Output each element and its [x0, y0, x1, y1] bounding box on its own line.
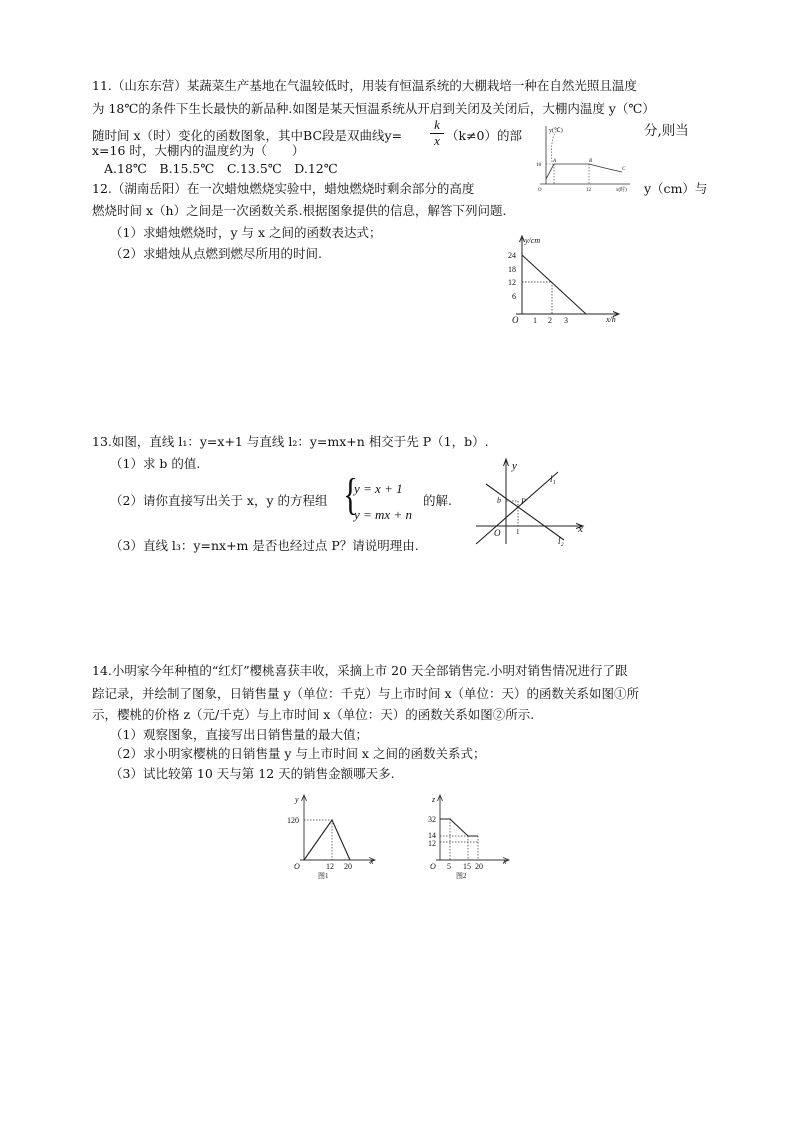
q11-figure: [532, 124, 632, 192]
q14f2-xtick-20: 20: [475, 862, 483, 871]
q12-ytick-12: 12: [508, 278, 516, 287]
q13-eq2: y = mx + n: [354, 507, 412, 522]
q14f2-ytick-12: 12: [428, 839, 436, 848]
q13-line1: 13.如图，直线 l₁：y=x+1 与直线 l₂：y=mx+n 相交于先 P（1，b）.: [92, 434, 489, 449]
q11-line3b: （k≠0）的部: [446, 128, 523, 143]
q12-x-label: x/h: [606, 315, 616, 324]
q14-line3: 示，樱桃的价格 z（元/千克）与上市时间 x（单位：天）的函数关系如图②所示.: [92, 707, 535, 722]
q11-point-c: C: [622, 167, 626, 172]
q12-ytick-24: 24: [508, 251, 516, 260]
q11-line3a: 随时间 x（时）变化的函数图象，其中BC段是双曲线y=: [92, 128, 403, 143]
q13-brace: {: [343, 470, 358, 519]
q12-origin: O: [512, 315, 519, 325]
q14-line1: 14.小明家今年种植的“红灯”樱桃喜获丰收，采摘上市 20 天全部销售完.小明对销售情况进行了跟: [92, 663, 628, 678]
q11-origin: O: [538, 188, 542, 192]
q14f1-origin: O: [294, 862, 300, 871]
q13-x-label: x: [578, 523, 583, 535]
q13-origin: O: [494, 528, 501, 538]
q14-figure2: [418, 792, 518, 880]
q11-line3c: 分,则当: [644, 123, 689, 139]
q14f2-y-label: z: [432, 795, 436, 804]
q11-options: A.18℃ B.15.5℃ C.13.5℃ D.12℃: [104, 161, 338, 176]
q14f2-ytick-14: 14: [428, 831, 436, 840]
q13-label-b: b: [497, 496, 501, 505]
q14f1-graph: [304, 820, 350, 860]
q13-label-1: 1: [516, 528, 520, 536]
q11-fraction-numerator: k: [434, 117, 440, 132]
q11-line2: 为 18℃的条件下生长最快的新品种.如图是某天恒温系统从开启到关闭及关闭后，大棚内温度 y（℃）: [92, 101, 655, 116]
q14f1-y-label: y: [295, 795, 299, 804]
q11-fraction: [430, 118, 444, 148]
q12-y-label: y/cm: [525, 236, 541, 245]
q11-curve-hyperbola: [589, 164, 622, 172]
q12-ytick-6: 6: [512, 292, 516, 301]
q12-line2: 燃烧时间 x（h）之间是一次函数关系.根据图象提供的信息，解答下列问题.: [92, 203, 507, 218]
q14f2-origin: O: [430, 862, 436, 871]
q14f2-ytick-32: 32: [428, 815, 436, 824]
q13-sub2a: （2）请你直接写出关于 x，y 的方程组: [110, 493, 328, 508]
q12-figure: [500, 230, 630, 326]
q12-line1b: y（cm）与: [644, 181, 708, 196]
q14-sub3: （3）试比较第 10 天与第 12 天的销售金额哪天多.: [110, 766, 395, 781]
q11-line4: x=16 时，大棚内的温度约为（ ）: [92, 143, 305, 158]
q14-sub2: （2）求小明家樱桃的日销售量 y 与上市时间 x 之间的函数关系式；: [110, 746, 486, 761]
q13-eq1: y = x + 1: [354, 481, 403, 496]
q13-label-l2: l₂: [558, 536, 564, 546]
q14f1-x-label: x: [370, 857, 374, 866]
q11-point-a: A: [553, 159, 557, 164]
q12-sub1: （1）求蜡烛燃烧时，y 与 x 之间的函数表达式；: [110, 225, 382, 240]
q13-sub3: （3）直线 l₃：y=nx+m 是否也经过点 P？请说明理由.: [110, 538, 419, 553]
q11-tick-18: 18: [536, 163, 541, 168]
q12-xtick-1: 1: [533, 316, 537, 325]
q11-line1: 11.（山东东营）某蔬菜生产基地在气温较低时，用装有恒温系统的大棚栽培一种在自然光照且温度: [92, 78, 637, 93]
q14f2-xtick-5: 5: [447, 862, 451, 871]
q13-y-label: y: [512, 460, 517, 472]
q14-sub1: （1）观察图象，直接写出日销售量的最大值；: [110, 727, 368, 742]
q14f1-ytick-120: 120: [287, 816, 299, 825]
q12-line: [522, 255, 586, 314]
q12-line1a: 12.（湖南岳阳）在一次蜡烛燃烧实验中，蜡烛燃烧时剩余部分的高度: [92, 181, 475, 196]
q14f2-caption: 图2: [456, 872, 467, 880]
q12-xtick-2: 2: [548, 316, 552, 325]
q13-sub1: （1）求 b 的值.: [110, 456, 201, 471]
q13-sub2b: 的解.: [423, 493, 452, 508]
q11-point-b: B: [589, 159, 593, 164]
q14f2-x-label: x: [503, 857, 507, 866]
q11-tick-12: 12: [586, 188, 591, 192]
q14f2-graph: [440, 819, 478, 836]
q14-line2: 踪记录，并绘制了图象，日销售量 y（单位：千克）与上市时间 x（单位：天）的函数关系如图①所: [92, 686, 640, 701]
q12-ytick-18: 18: [508, 265, 516, 274]
q14-figure1: [282, 792, 382, 880]
q11-x-label: x(时): [616, 188, 627, 192]
q14f2-xtick-15: 15: [463, 862, 471, 871]
q13-label-l1: l₁: [550, 474, 556, 484]
q12-xtick-3: 3: [564, 316, 568, 325]
q11-y-label: y(℃): [549, 128, 563, 134]
q13-figure: [472, 456, 590, 548]
q12-sub2: （2）求蜡烛从点燃到燃尽所用的时间.: [110, 246, 322, 261]
q14f1-caption: 图1: [318, 872, 329, 880]
q11-curve-rise: [546, 164, 554, 179]
q11-dashed-curve: [552, 130, 558, 162]
q14f1-xtick-12: 12: [326, 862, 334, 871]
q13-label-p: P: [521, 497, 526, 506]
q14f1-xtick-20: 20: [344, 862, 352, 871]
q11-fraction-denominator: x: [434, 133, 440, 148]
